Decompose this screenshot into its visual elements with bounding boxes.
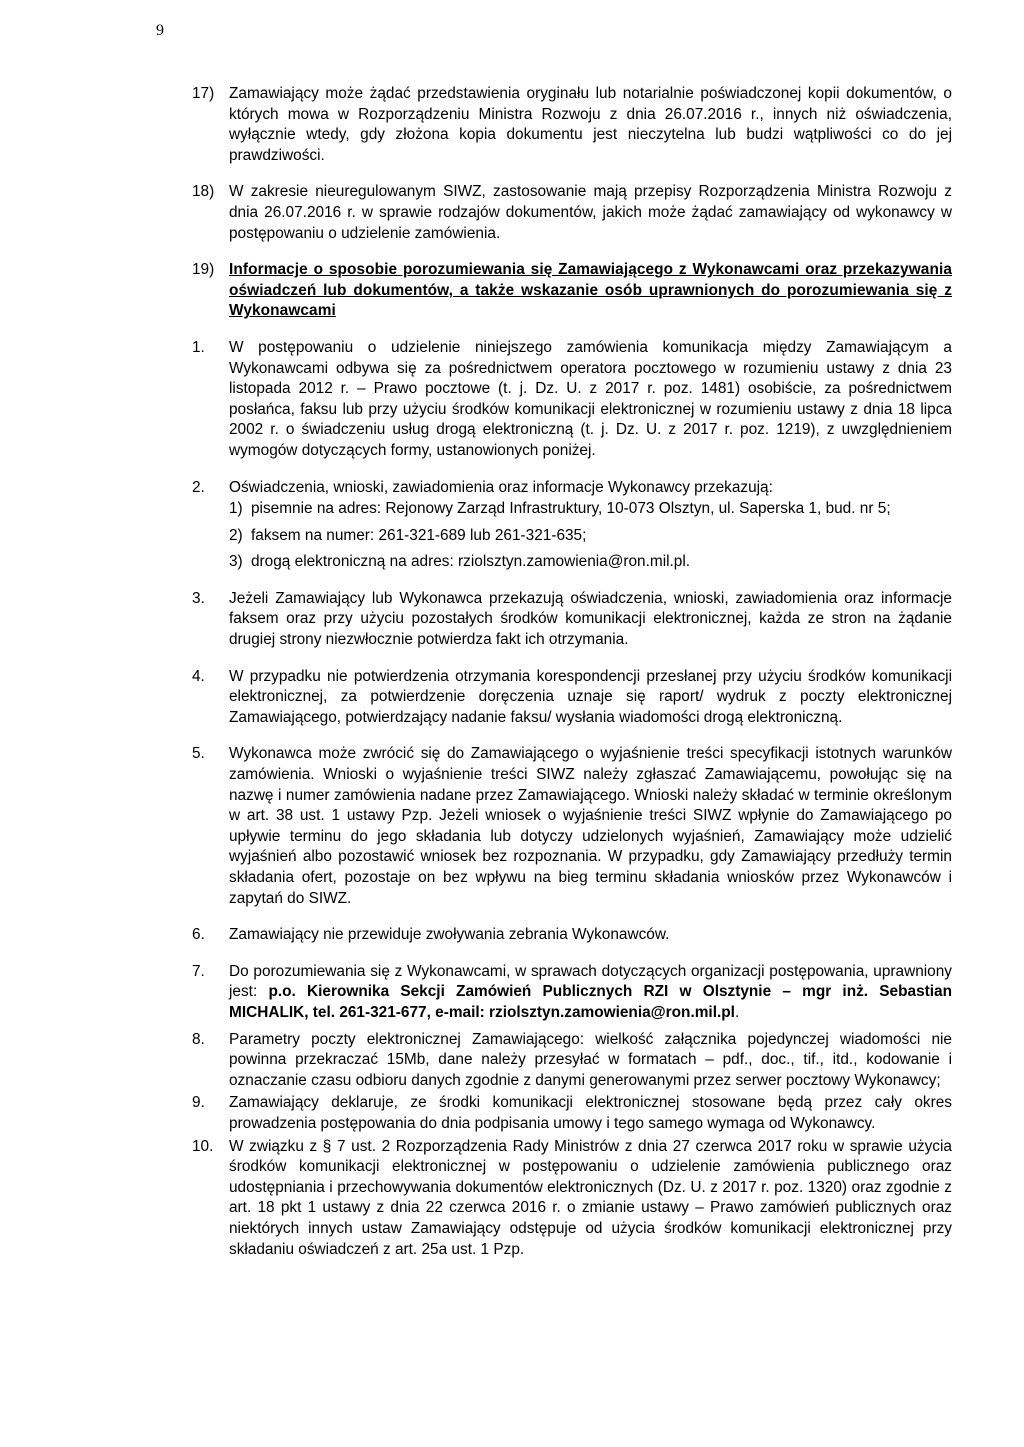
list-item-number: 2.: [192, 478, 205, 496]
list-item-text: Parametry poczty elektronicznej Zamawiającego: wielkość załącznika pojedynczej wiadomości nie powinna przekraczać 15Mb, dane należy przesyłać w formatach – pdf., doc., tif., itd., kodowanie i oznaczanie czasu odbioru danych zgodnie z danymi generowanymi przez serwer pocztowy Wykonawcy;: [229, 1030, 952, 1089]
list-item-number: 10.: [192, 1137, 214, 1155]
list-item-number: 8.: [192, 1030, 205, 1048]
list-item-number: 3.: [192, 589, 205, 607]
section-text: W zakresie nieuregulowanym SIWZ, zastosowanie mają przepisy Rozporządzenia Ministra Rozwoju z dnia 26.07.2016 r. w sprawie rodzajów dokumentów, jakich może żądać zamawiający od wykonawcy w postępowaniu o udzielenie zamówienia.: [229, 183, 952, 242]
list-item-8: [192, 1030, 952, 1092]
section-number: 18): [192, 183, 215, 201]
list-item-text: Zamawiający deklaruje, ze środki komunikacji elektronicznej stosowane będą przez cały okres prowadzenia postępowania do dnia podpisania umowy i tego samego wymaga od Wykonawcy.: [229, 1094, 952, 1132]
list-item-number: 5.: [192, 745, 205, 763]
list-item-9: [192, 1093, 952, 1134]
sub-item-number: 2): [229, 526, 243, 544]
list-item-text: [229, 962, 952, 1024]
contact-person-text: p.o. Kierownika Sekcji Zamówień Publicznych RZI w Olsztynie – mgr inż. Sebastian MICHALIK, tel. 261-321-677, e-mail: rziolsztyn.zamowienia@ron.mil.pl: [229, 983, 952, 1021]
section-number: 17): [192, 85, 215, 102]
list-item-number: 1.: [192, 338, 205, 356]
sub-item-text: pisemnie na adres: Rejonowy Zarząd Infrastruktury, 10-073 Olsztyn, ul. Saperska 1, bud. nr 5;: [251, 500, 891, 518]
list-item-text: W związku z § 7 ust. 2 Rozporządzenia Rady Ministrów z dnia 27 czerwca 2017 roku w sprawie użycia środków komunikacji elektronicznej w postępowaniu o udzielenie zamówienia publicznego oraz udostępniania i przechowywania dokumentów elektronicznych (Dz. U. z 2017 r. poz. 1320) oraz zgodnie z art. 18 pkt 1 ustawy z dnia 22 czerwca 2016 r. o zmianie ustawy – Prawo zamówień publicznych oraz niektórych innych ustaw Zamawiający odstępuje od użycia środków komunikacji elektronicznej przy składaniu oświadczeń z art. 25a ust. 1 Pzp.: [229, 1137, 952, 1258]
list-item-2: [192, 478, 952, 573]
list-item-text: Zamawiający nie przewiduje zwoływania zebrania Wykonawców.: [229, 926, 670, 944]
document-body: [192, 84, 952, 1276]
list-item-6: [192, 925, 952, 946]
section-19-heading: [192, 260, 952, 322]
list-item-7: [192, 962, 952, 1024]
sub-item-text: drogą elektroniczną na adres: rziolsztyn.zamowienia@ron.mil.pl.: [251, 553, 691, 571]
sub-item-number: 3): [229, 553, 243, 571]
contact-intro-text: Do porozumiewania się z Wykonawcami, w sprawach dotyczących organizacji postępowania, uprawniony jest:: [229, 962, 952, 1001]
page-number: 9: [156, 22, 164, 39]
section-heading-text: Informacje o sposobie porozumiewania się Zamawiającego z Wykonawcami oraz przekazywania oświadczeń lub dokumentów, a także wskazanie osób uprawnionych do porozumiewania się z Wykonawcami: [229, 261, 952, 320]
section-17: [192, 84, 952, 166]
list-item-number: 9.: [192, 1094, 205, 1112]
list-item-number: 4.: [192, 667, 205, 685]
section-text: Zamawiający może żądać przedstawienia oryginału lub notarialnie poświadczonej kopii dokumentów, o których mowa w Rozporządzeniu Ministra Rozwoju z dnia 26.07.2016 r., innych niż oświadczenia, wyłącznie wtedy, gdy złożona kopia dokumentu jest nieczytelna lub budzi wątpliwości co do jej prawdziwości.: [229, 85, 952, 164]
contact-end-text: .: [734, 1003, 740, 1021]
list-item-1: [192, 338, 952, 462]
section-18: [192, 182, 952, 244]
list-item-text: Oświadczenia, wnioski, zawiadomienia oraz informacje Wykonawcy przekazują:: [229, 478, 773, 496]
list-item-number: 7.: [192, 962, 205, 980]
list-item-text: W postępowaniu o udzielenie niniejszego zamówienia komunikacja między Zamawiającym a Wykonawcami odbywa się za pośrednictwem operatora pocztowego w rozumieniu ustawy z dnia 23 listopada 2012 r. – Prawo pocztowe (t. j. Dz. U. z 2017 r. poz. 1481) osobiście, za pośrednictwem posłańca, faksu lub przy użyciu środków komunikacji elektronicznej w rozumieniu ustawy z dnia 18 lipca 2002 r. o świadczeniu usług drogą elektroniczną (t. j. Dz. U. z 2017 r. poz. 1219), z uwzględnieniem wymogów dotyczących formy, ustanowionych poniżej.: [229, 338, 952, 459]
list-item-text: Jeżeli Zamawiający lub Wykonawca przekazują oświadczenia, wnioski, zawiadomienia oraz informacje faksem oraz przy użyciu pozostałych środków komunikacji elektronicznej, każda ze stron na żądanie drugiej strony niezwłocznie potwierdza fakt ich otrzymania.: [229, 589, 952, 649]
sub-item: [229, 526, 952, 547]
section-number: 19): [192, 261, 215, 279]
sub-item: [229, 499, 952, 520]
list-item-body: [229, 478, 952, 573]
sub-item-number: 1): [229, 500, 243, 518]
list-item-4: [192, 667, 952, 729]
list-item-3: [192, 589, 952, 651]
sub-item: [229, 552, 952, 573]
list-item-10: [192, 1137, 952, 1261]
sub-item-text: faksem na numer: 261-321-689 lub 261-321-635;: [251, 526, 587, 544]
list-item-5: [192, 744, 952, 909]
list-item-text: Wykonawca może zwrócić się do Zamawiającego o wyjaśnienie treści specyfikacji istotnych warunków zamówienia. Wnioski o wyjaśnienie treści SIWZ należy zgłaszać Zamawiającemu, powołując się na nazwę i numer zamówienia nadane przez Zamawiającego. Wnioski należy składać w terminie określonym w art. 38 ust. 1 ustawy Pzp. Jeżeli wniosek o wyjaśnienie treści SIWZ wpłynie do Zamawiającego po upływie terminu do jego składania lub dotyczy udzielonych wyjaśnień, Zamawiający może udzielić wyjaśnień albo pozostawić wniosek bez rozpoznania. W przypadku, gdy Zamawiający przedłuży termin składania ofert, pozostaje on bez wpływu na bieg terminu składania wniosków przez Wykonawców i zapytań do SIWZ.: [229, 745, 952, 907]
list-item-number: 6.: [192, 926, 205, 944]
list-item-text: W przypadku nie potwierdzenia otrzymania korespondencji przesłanej przy użyciu środków komunikacji elektronicznej, za potwierdzenie doręczenia uznaje się raport/ wydruk z poczty elektronicznej Zamawiającego, potwierdzający nadanie faksu/ wysłania wiadomości drogą elektroniczną.: [229, 667, 952, 726]
